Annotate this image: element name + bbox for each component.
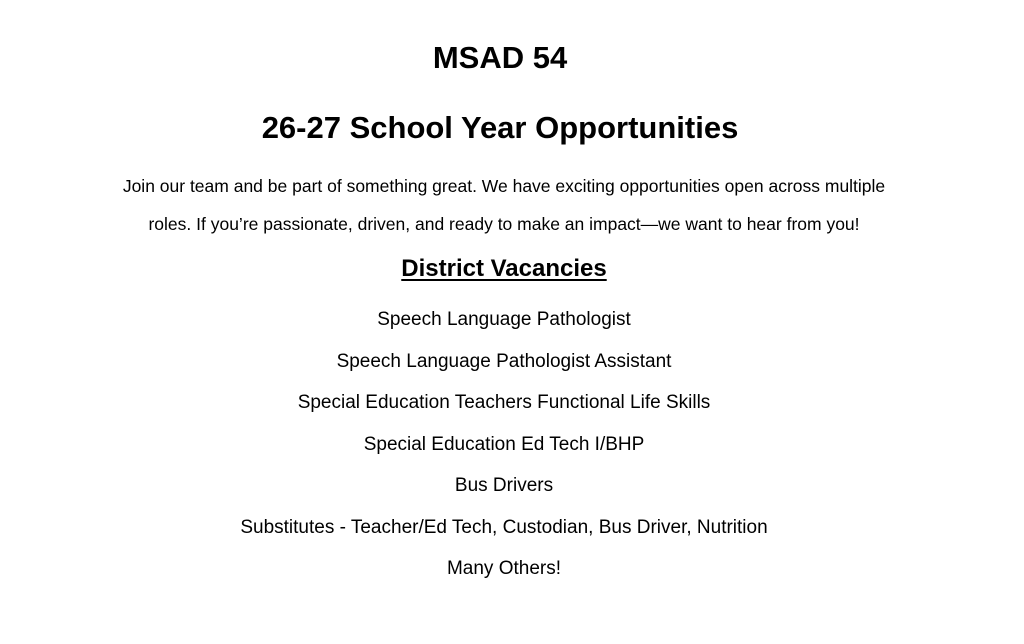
page-title: 26-27 School Year Opportunities	[261, 110, 739, 145]
vacancy-item: Bus Drivers	[454, 475, 554, 496]
vacancy-item: Speech Language Pathologist Assistant	[336, 350, 672, 372]
vacancy-list	[0, 306, 1008, 597]
intro-line-1: Join our team and be part of something great. We have exciting opportunities open across multiple	[122, 176, 886, 196]
vacancies-heading: District Vacancies	[401, 255, 607, 282]
vacancy-item: Special Education Teachers Functional Life Skills	[297, 392, 711, 413]
section-heading	[0, 252, 1008, 286]
intro-line-2: roles. If you’re passionate, driven, and ready to make an impact—we want to hear from you!	[148, 214, 860, 234]
organization-name: MSAD 54	[432, 40, 568, 75]
vacancy-item: Substitutes - Teacher/Ed Tech, Custodian, Bus Driver, Nutrition	[240, 516, 768, 538]
vacancy-item: Speech Language Pathologist	[377, 309, 631, 330]
vacancy-item: Special Education Ed Tech I/BHP	[363, 433, 645, 455]
vacancy-item: Many Others!	[446, 558, 562, 579]
